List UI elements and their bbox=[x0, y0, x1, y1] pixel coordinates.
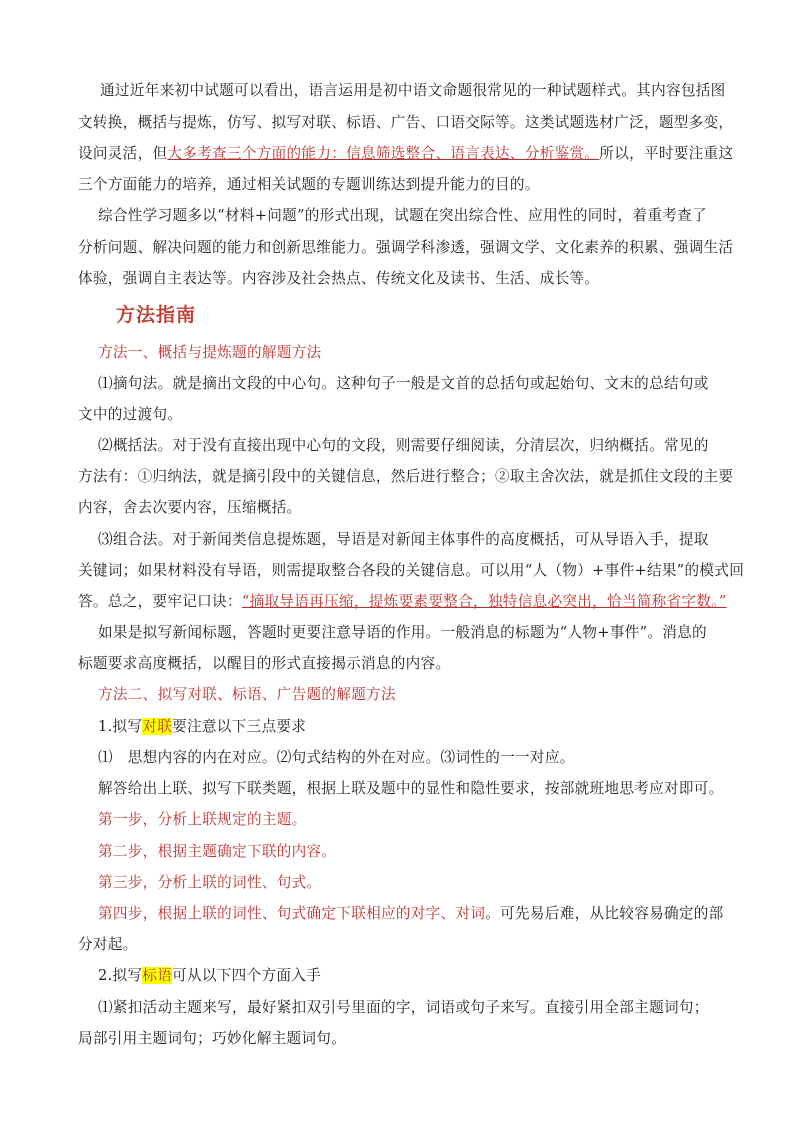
method-2-title: 方法二、拟写对联、标语、广告题的解题方法 bbox=[98, 686, 396, 703]
method-1-c-line-1: ⑶组合法。对于新闻类信息提炼题，导语是对新闻主体事件的高度概括，可从导语入手，提取 bbox=[98, 531, 709, 548]
intro-paragraph-1-line-3: 设问灵活，但大多考查三个方面的能力：信息筛选整合、语言表达、分析鉴赏。所以，平时要注重这 bbox=[78, 145, 734, 162]
couplet-heading: 1.拟写对联要注意以下三点要求 bbox=[98, 718, 307, 735]
method-1-c-line-2: 关键词；如果材料没有导语，则需提取整合各段的关键信息。可以用“人（物）+事件+结果”的模式回 bbox=[78, 562, 745, 579]
method-1-b-line-2: 方法有：①归纳法，就是摘引段中的关键信息，然后进行整合；②取主舍次法，就是抓住文段的主要 bbox=[78, 468, 734, 485]
intro-paragraph-2-line-3: 体验，强调自主表达等。内容涉及社会热点、传统文化及读书、生活、成长等。 bbox=[78, 270, 600, 287]
method-1-d-line-1: 如果是拟写新闻标题，答题时更要注意导语的作用。一般消息的标题为“人物+事件”。消息的 bbox=[98, 624, 707, 641]
method-1-b-line-1: ⑵概括法。对于没有直接出现中心句的文段，则需要仔细阅读，分清层次，归纳概括。常见的 bbox=[98, 437, 709, 454]
intro-paragraph-1-line-4: 三个方面能力的培养，通过相关试题的专题训练达到提升能力的目的。 bbox=[78, 176, 540, 193]
intro-paragraph-1-line-2: 文转换，概括与提炼，仿写、拟写对联、标语、广告、口语交际等。这类试题选材广泛，题型多变， bbox=[78, 114, 734, 131]
slogan-heading: 2.拟写标语可从以下四个方面入手 bbox=[98, 967, 322, 984]
intro-paragraph-2-line-1: 综合性学习题多以“材料+问题”的形式出现，试题在突出综合性、应用性的同时，着重考查了 bbox=[98, 207, 707, 224]
section-heading: 方法指南 bbox=[116, 304, 197, 326]
method-1-title: 方法一、概括与提炼题的解题方法 bbox=[98, 344, 322, 361]
step-1: 第一步，分析上联规定的主题。 bbox=[98, 811, 307, 828]
couplet-requirements: ⑴ 思想内容的内在对应。⑵句式结构的外在对应。⑶词性的一一对应。 bbox=[98, 749, 575, 766]
step-4-line-2: 分对起。 bbox=[78, 936, 138, 953]
method-1-b-line-3: 内容，舍去次要内容，压缩概括。 bbox=[78, 499, 302, 516]
slogan-highlight: 标语 bbox=[142, 967, 173, 984]
step-4-line-1: 第四步，根据上联的词性、句式确定下联相应的对字、对词。可先易后难，从比较容易确定的部 bbox=[98, 905, 724, 922]
method-1-a-line-1: ⑴摘句法。就是摘出文段的中心句。这种句子一般是文首的总括句或起始句、文末的总结句或 bbox=[98, 375, 709, 392]
key-abilities-underline: 大多考查三个方面的能力：信息筛选整合、语言表达、分析鉴赏。 bbox=[167, 145, 600, 162]
mnemonic-underline: “摘取导语再压缩，提炼要素要整合，独特信息必突出，恰当简称省字数。” bbox=[241, 593, 727, 610]
step-3: 第三步，分析上联的词性、句式。 bbox=[98, 874, 322, 891]
slogan-point-1-line-1: ⑴紧扣活动主题来写，最好紧扣双引号里面的字，词语或句子来写。直接引用全部主题词句； bbox=[98, 999, 709, 1016]
intro-paragraph-1-line-1: 通过近年来初中试题可以看出，语言运用是初中语文命题很常见的一种试题样式。其内容包括图 bbox=[100, 82, 726, 99]
couplet-highlight: 对联 bbox=[142, 718, 173, 735]
method-1-a-line-2: 文中的过渡句。 bbox=[78, 406, 183, 423]
couplet-description: 解答给出上联、拟写下联类题，根据上联及题中的显性和隐性要求，按部就班地思考应对即可。 bbox=[98, 780, 724, 797]
step-2: 第二步，根据主题确定下联的内容。 bbox=[98, 843, 337, 860]
slogan-point-1-line-2: 局部引用主题词句；巧妙化解主题词句。 bbox=[78, 1030, 347, 1047]
method-1-c-line-3: 答。总之，要牢记口诀：“摘取导语再压缩，提炼要素要整合，独特信息必突出，恰当简称省字数。” bbox=[78, 593, 727, 610]
method-1-d-line-2: 标题要求高度概括，以醒目的形式直接揭示消息的内容。 bbox=[78, 655, 451, 672]
intro-paragraph-2-line-2: 分析问题、解决问题的能力和创新思维能力。强调学科渗透，强调文学、文化素养的积累、强调生活 bbox=[78, 239, 734, 256]
